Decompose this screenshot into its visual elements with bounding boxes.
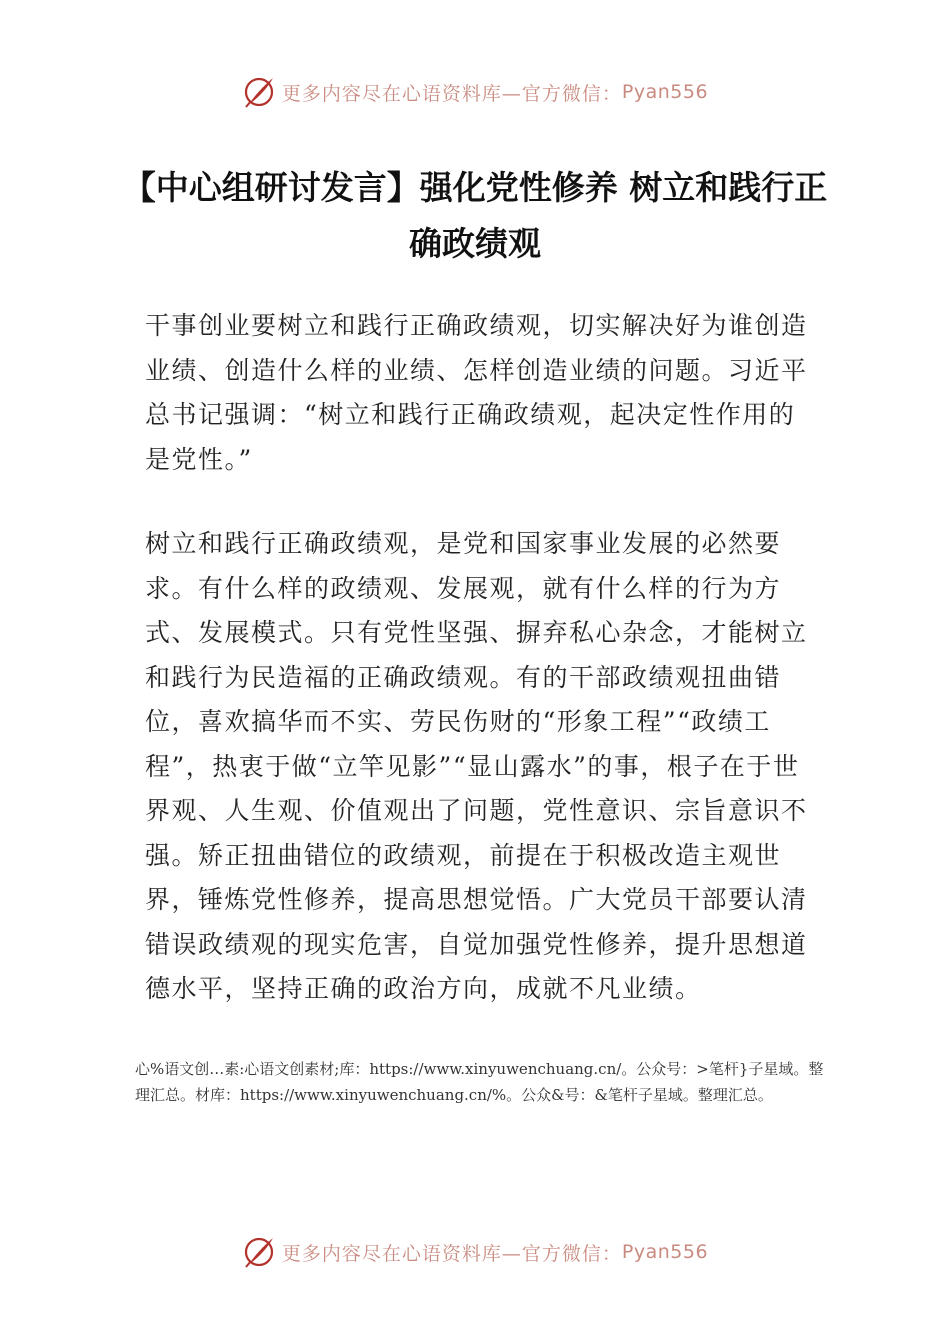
- banner-wechat-id: Pyan556: [621, 81, 709, 103]
- quill-pen-logo-icon: [242, 1235, 276, 1269]
- banner-text: 更多内容尽在心语资料库—官方微信：: [281, 1242, 622, 1265]
- header-banner: [0, 72, 950, 112]
- footer-banner: [0, 1232, 950, 1272]
- paragraph-1: 干事创业要树立和践行正确政绩观，切实解决好为谁创造业绩、创造什么样的业绩、怎样创造业绩的问题。习近平总书记强调：“树立和践行正确政绩观，起决定性作用的是党性。”: [145, 311, 808, 474]
- banner-text: 更多内容尽在心语资料库—官方微信：: [281, 82, 622, 105]
- quill-pen-logo-icon: [242, 75, 276, 109]
- banner-wechat-id: Pyan556: [621, 1241, 709, 1263]
- source-footnote: 心%语文创…素:心语文创素材;库：https://www.xinyuwenchuang.cn/。公众号：>笔杆}子星域。整理汇总。材库：https://www.xinyuwenchuang.cn/%。公众&号：&笔杆子星域。整理汇总。: [135, 1060, 824, 1104]
- paragraph-2: 树立和践行正确政绩观，是党和国家事业发展的必然要求。有什么样的政绩观、发展观，就有什么样的行为方式、发展模式。只有党性坚强、摒弃私心杂念，才能树立和践行为民造福的正确政绩观。有的干部政绩观扭曲错位，喜欢搞华而不实、劳民伤财的“形象工程”“政绩工程”，热衷于做“立竿见影”“显山露水”的事，根子在于世界观、人生观、价值观出了问题，党性意识、宗旨意识不强。矫正扭曲错位的政绩观，前提在于积极改造主观世界，锤炼党性修养，提高思想觉悟。广大党员干部要认清错误政绩观的现实危害，自觉加强党性修养，提升思想道德水平，坚持正确的政治方向，成就不凡业绩。: [145, 529, 808, 1003]
- document-title: 【中心组研讨发言】强化党性修养 树立和践行正确政绩观: [122, 168, 828, 263]
